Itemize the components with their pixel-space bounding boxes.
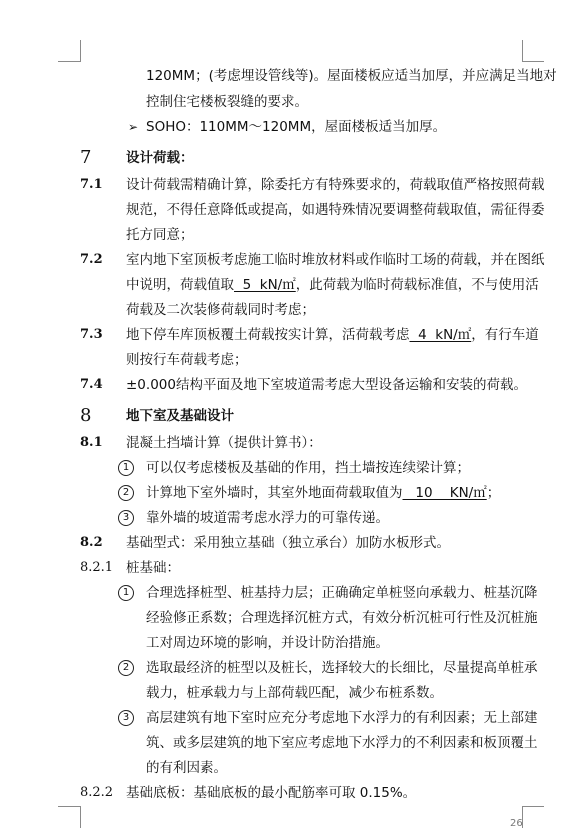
body-line: 控制住宅楼板裂缝的要求。 xyxy=(146,94,308,110)
body-line: 可以仅考虑楼板及基础的作用，挡土墙按连续梁计算； xyxy=(146,460,470,476)
body-line: 选取最经济的桩型以及桩长，选择较大的长细比，尽量提高单桩承 xyxy=(146,660,538,676)
body-line: 荷载及二次装修荷载同时考虑； xyxy=(126,302,315,318)
section-number: 8 xyxy=(80,405,92,426)
circled-number-marker: 2 xyxy=(118,660,134,676)
clause-number: 7.1 xyxy=(80,177,103,192)
body-line: 高层建筑有地下室时应充分考虑地下水浮力的有利因素；无上部建 xyxy=(146,710,538,726)
body-line: 混凝土挡墙计算（提供计算书）： xyxy=(126,435,322,451)
body-line: 工对周边环境的影响，并设计防治措施。 xyxy=(146,635,389,651)
body-line: 规范，不得任意降低或提高，如遇特殊情况要调整荷载取值，需征得委 xyxy=(126,202,545,218)
body-line: 则按行车荷载考虑； xyxy=(126,352,248,368)
crop-mark-top-left xyxy=(58,61,80,62)
body-line xyxy=(126,275,539,295)
body-line: SOHO：110MM～120MM，屋面楼板适当加厚。 xyxy=(146,119,447,135)
clause-number: 7.4 xyxy=(80,377,103,392)
circled-number-marker: 1 xyxy=(118,460,134,476)
arrow-bullet-icon: ➢ xyxy=(128,120,139,134)
clause-number: 8.2.2 xyxy=(80,785,114,800)
section-number: 7 xyxy=(80,147,92,168)
clause-number: 8.2 xyxy=(80,535,103,550)
section-title: 地下室及基础设计 xyxy=(126,408,234,424)
body-line: 基础底板：基础底板的最小配筋率可取 0.15%。 xyxy=(126,785,417,801)
circled-number-marker: 2 xyxy=(118,485,134,501)
clause-number: 8.2.1 xyxy=(80,560,114,575)
clause-number: 7.2 xyxy=(80,252,103,267)
ground-load-value: 10 KN/㎡ xyxy=(402,485,487,501)
page-number: 26 xyxy=(510,818,523,829)
clause-number: 8.1 xyxy=(80,435,103,450)
body-line: 筑、或多层建筑的地下室应考虑地下水浮力的不利因素和板顶覆土 xyxy=(146,735,538,751)
clause-number: 7.3 xyxy=(80,327,103,342)
text-span: ，有行车道 xyxy=(471,327,539,343)
circled-number-marker: 1 xyxy=(118,585,134,601)
body-line: 室内地下室顶板考虑施工临时堆放材料或作临时工场的荷载，并在图纸 xyxy=(126,252,545,268)
text-span: ，此荷载为临时荷载标准值，不与使用活 xyxy=(295,277,539,293)
body-line: 托方同意； xyxy=(126,227,194,243)
text-span: 中说明，荷载值取 xyxy=(126,277,234,293)
crop-mark-bottom-left xyxy=(80,806,81,828)
live-load-value: 4 kN/㎡ xyxy=(409,327,472,343)
body-line: 基础型式：采用独立基础（独立承台）加防水板形式。 xyxy=(126,535,450,551)
body-line: 的有利因素。 xyxy=(146,760,227,776)
body-line: 桩基础： xyxy=(126,560,180,576)
circled-number-marker: 3 xyxy=(118,710,134,726)
body-line: 靠外墙的坡道需考虑水浮力的可靠传递。 xyxy=(146,510,389,526)
crop-mark-bottom-right xyxy=(522,806,544,807)
circled-number-marker: 3 xyxy=(118,510,134,526)
crop-mark-top-right xyxy=(522,61,544,62)
body-line xyxy=(146,483,500,503)
text-span: 计算地下室外墙时，其室外地面荷载取值为 xyxy=(146,485,403,501)
section-title: 设计荷载： xyxy=(126,150,194,166)
crop-mark-bottom-left xyxy=(58,806,80,807)
body-line: 经验修正系数；合理选择沉桩方式，有效分析沉桩可行性及沉桩施 xyxy=(146,610,538,626)
body-line xyxy=(126,325,539,345)
body-line: ±0.000结构平面及地下室坡道需考虑大型设备运输和安装的荷载。 xyxy=(126,377,527,393)
text-span: 地下停车库顶板覆土荷载按实计算，活荷载考虑 xyxy=(126,327,410,343)
body-line: 设计荷载需精确计算，除委托方有特殊要求的，荷载取值严格按照荷载 xyxy=(126,177,545,193)
live-load-value: 5 kN/㎡ xyxy=(234,277,296,293)
body-line: 合理选择桩型、桩基持力层；正确确定单桩竖向承载力、桩基沉降 xyxy=(146,585,538,601)
crop-mark-top-right xyxy=(522,40,523,62)
body-line: 120MM；(考虑埋设管线等)。屋面楼板应适当加厚，并应满足当地对 xyxy=(146,68,557,84)
crop-mark-top-left xyxy=(80,40,81,62)
body-line: 载力，桩承载力与上部荷载匹配，减少布桩系数。 xyxy=(146,685,443,701)
text-span: ； xyxy=(486,485,501,501)
